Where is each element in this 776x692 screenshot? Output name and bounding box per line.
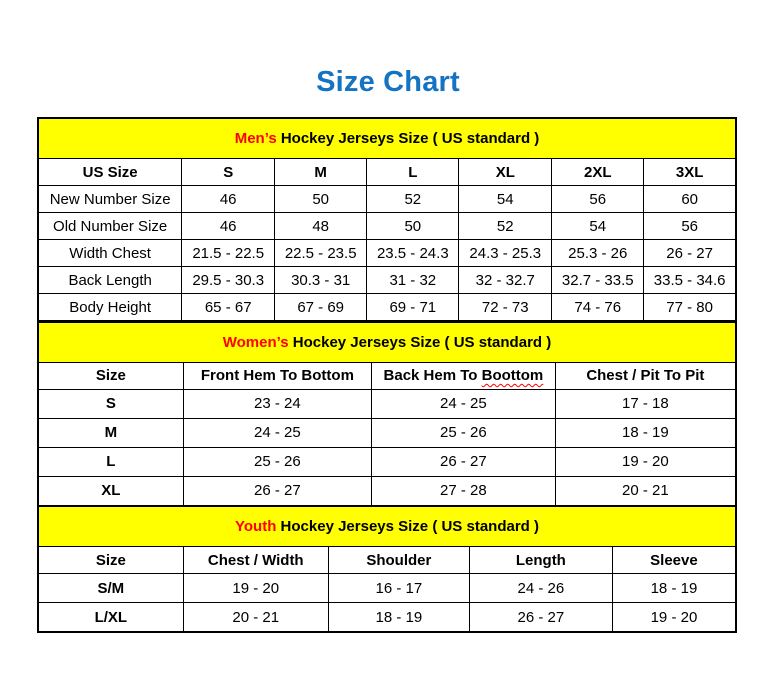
size-value-cell: 54 xyxy=(552,213,644,240)
size-value-cell: 19 - 20 xyxy=(555,447,736,476)
youth-table-caption xyxy=(38,506,736,547)
size-value-cell: 17 - 18 xyxy=(555,389,736,418)
row-label-cell: L xyxy=(38,447,183,476)
row-label-cell: S xyxy=(38,389,183,418)
size-value-cell: 52 xyxy=(367,186,459,213)
column-header-cell: 3XL xyxy=(644,159,736,186)
size-value-cell: 52 xyxy=(459,213,552,240)
youth-size-table xyxy=(37,505,737,633)
table-row xyxy=(38,476,736,506)
size-value-cell: 46 xyxy=(182,213,275,240)
size-chart-page xyxy=(0,64,776,692)
womens-table-caption xyxy=(38,322,736,363)
size-value-cell: 26 - 27 xyxy=(372,447,556,476)
size-value-cell: 56 xyxy=(552,186,644,213)
misspelled-word: Boottom xyxy=(481,367,544,384)
column-header-row xyxy=(38,362,736,389)
column-header-cell: L xyxy=(367,159,459,186)
size-value-cell: 31 - 32 xyxy=(367,267,459,294)
size-value-cell: 25.3 - 26 xyxy=(552,240,644,267)
size-value-cell: 26 - 27 xyxy=(183,476,371,506)
row-label-cell: Body Height xyxy=(38,294,182,322)
size-value-cell: 69 - 71 xyxy=(367,294,459,322)
column-header-cell: Front Hem To Bottom xyxy=(183,362,371,389)
table-caption-row xyxy=(38,506,736,547)
table-row xyxy=(38,186,736,213)
table-row xyxy=(38,603,736,633)
column-header-cell: Size xyxy=(38,362,183,389)
row-label-cell: Width Chest xyxy=(38,240,182,267)
mens-table-caption xyxy=(38,118,736,159)
caption-group-label: Men’s xyxy=(234,130,277,147)
size-value-cell: 22.5 - 23.5 xyxy=(275,240,367,267)
size-value-cell: 24 - 25 xyxy=(372,389,556,418)
column-header-cell: Shoulder xyxy=(328,547,469,574)
size-value-cell: 24 - 25 xyxy=(183,418,371,447)
table-caption-row xyxy=(38,322,736,363)
size-value-cell: 18 - 19 xyxy=(328,603,469,633)
size-value-cell: 72 - 73 xyxy=(459,294,552,322)
size-value-cell: 19 - 20 xyxy=(183,574,328,603)
table-row xyxy=(38,418,736,447)
size-value-cell: 26 - 27 xyxy=(644,240,736,267)
size-value-cell: 25 - 26 xyxy=(183,447,371,476)
size-value-cell: 29.5 - 30.3 xyxy=(182,267,275,294)
caption-group-label: Women’s xyxy=(222,333,289,351)
size-value-cell: 74 - 76 xyxy=(552,294,644,322)
size-value-cell: 54 xyxy=(459,186,552,213)
row-label-cell: S/M xyxy=(38,574,183,603)
size-value-cell: 56 xyxy=(644,213,736,240)
row-label-cell: Back Length xyxy=(38,267,182,294)
column-header-cell: S xyxy=(182,159,275,186)
size-value-cell: 16 - 17 xyxy=(328,574,469,603)
column-header-cell: 2XL xyxy=(552,159,644,186)
table-row xyxy=(38,240,736,267)
column-header-cell: Chest / Width xyxy=(183,547,328,574)
column-header-row xyxy=(38,547,736,574)
column-header-row xyxy=(38,159,736,186)
size-value-cell: 46 xyxy=(182,186,275,213)
row-label-cell: XL xyxy=(38,476,183,506)
size-value-cell: 26 - 27 xyxy=(469,603,612,633)
column-header-cell: Length xyxy=(469,547,612,574)
column-header-cell: Sleeve xyxy=(612,547,736,574)
caption-text: Hockey Jerseys Size ( US standard ) xyxy=(276,130,540,147)
size-value-cell: 32 - 32.7 xyxy=(459,267,552,294)
size-value-cell: 25 - 26 xyxy=(372,418,556,447)
table-row xyxy=(38,267,736,294)
caption-text: Hockey Jerseys Size ( US standard ) xyxy=(276,518,539,535)
size-value-cell: 50 xyxy=(275,186,367,213)
size-value-cell: 50 xyxy=(367,213,459,240)
row-label-cell: New Number Size xyxy=(38,186,182,213)
table-caption-row xyxy=(38,118,736,159)
size-value-cell: 67 - 69 xyxy=(275,294,367,322)
caption-group-label: Youth xyxy=(235,518,277,535)
size-value-cell: 18 - 19 xyxy=(612,574,736,603)
column-header-cell: US Size xyxy=(38,159,182,186)
size-value-cell: 77 - 80 xyxy=(644,294,736,322)
table-row xyxy=(38,389,736,418)
size-value-cell: 27 - 28 xyxy=(372,476,556,506)
size-value-cell: 65 - 67 xyxy=(182,294,275,322)
column-header-cell xyxy=(372,362,556,389)
row-label-cell: M xyxy=(38,418,183,447)
size-value-cell: 60 xyxy=(644,186,736,213)
column-header-cell: M xyxy=(275,159,367,186)
table-row xyxy=(38,574,736,603)
row-label-cell: Old Number Size xyxy=(38,213,182,240)
size-value-cell: 21.5 - 22.5 xyxy=(182,240,275,267)
womens-size-table xyxy=(37,321,737,507)
size-value-cell: 23.5 - 24.3 xyxy=(367,240,459,267)
size-value-cell: 32.7 - 33.5 xyxy=(552,267,644,294)
size-value-cell: 20 - 21 xyxy=(555,476,736,506)
caption-text: Hockey Jerseys Size ( US standard ) xyxy=(288,333,552,351)
row-label-cell: L/XL xyxy=(38,603,183,633)
column-header-cell: Size xyxy=(38,547,183,574)
column-header-cell: Chest / Pit To Pit xyxy=(555,362,736,389)
size-value-cell: 18 - 19 xyxy=(555,418,736,447)
size-value-cell: 23 - 24 xyxy=(183,389,371,418)
size-tables xyxy=(37,117,737,633)
table-row xyxy=(38,447,736,476)
header-text: Back Hem To xyxy=(383,367,482,384)
table-row xyxy=(38,213,736,240)
size-value-cell: 30.3 - 31 xyxy=(275,267,367,294)
size-value-cell: 24 - 26 xyxy=(469,574,612,603)
page-title: Size Chart xyxy=(316,66,460,98)
size-value-cell: 20 - 21 xyxy=(183,603,328,633)
size-value-cell: 33.5 - 34.6 xyxy=(644,267,736,294)
mens-size-table xyxy=(37,117,737,322)
size-value-cell: 19 - 20 xyxy=(612,603,736,633)
size-value-cell: 24.3 - 25.3 xyxy=(459,240,552,267)
column-header-cell: XL xyxy=(459,159,552,186)
table-row xyxy=(38,294,736,322)
size-value-cell: 48 xyxy=(275,213,367,240)
